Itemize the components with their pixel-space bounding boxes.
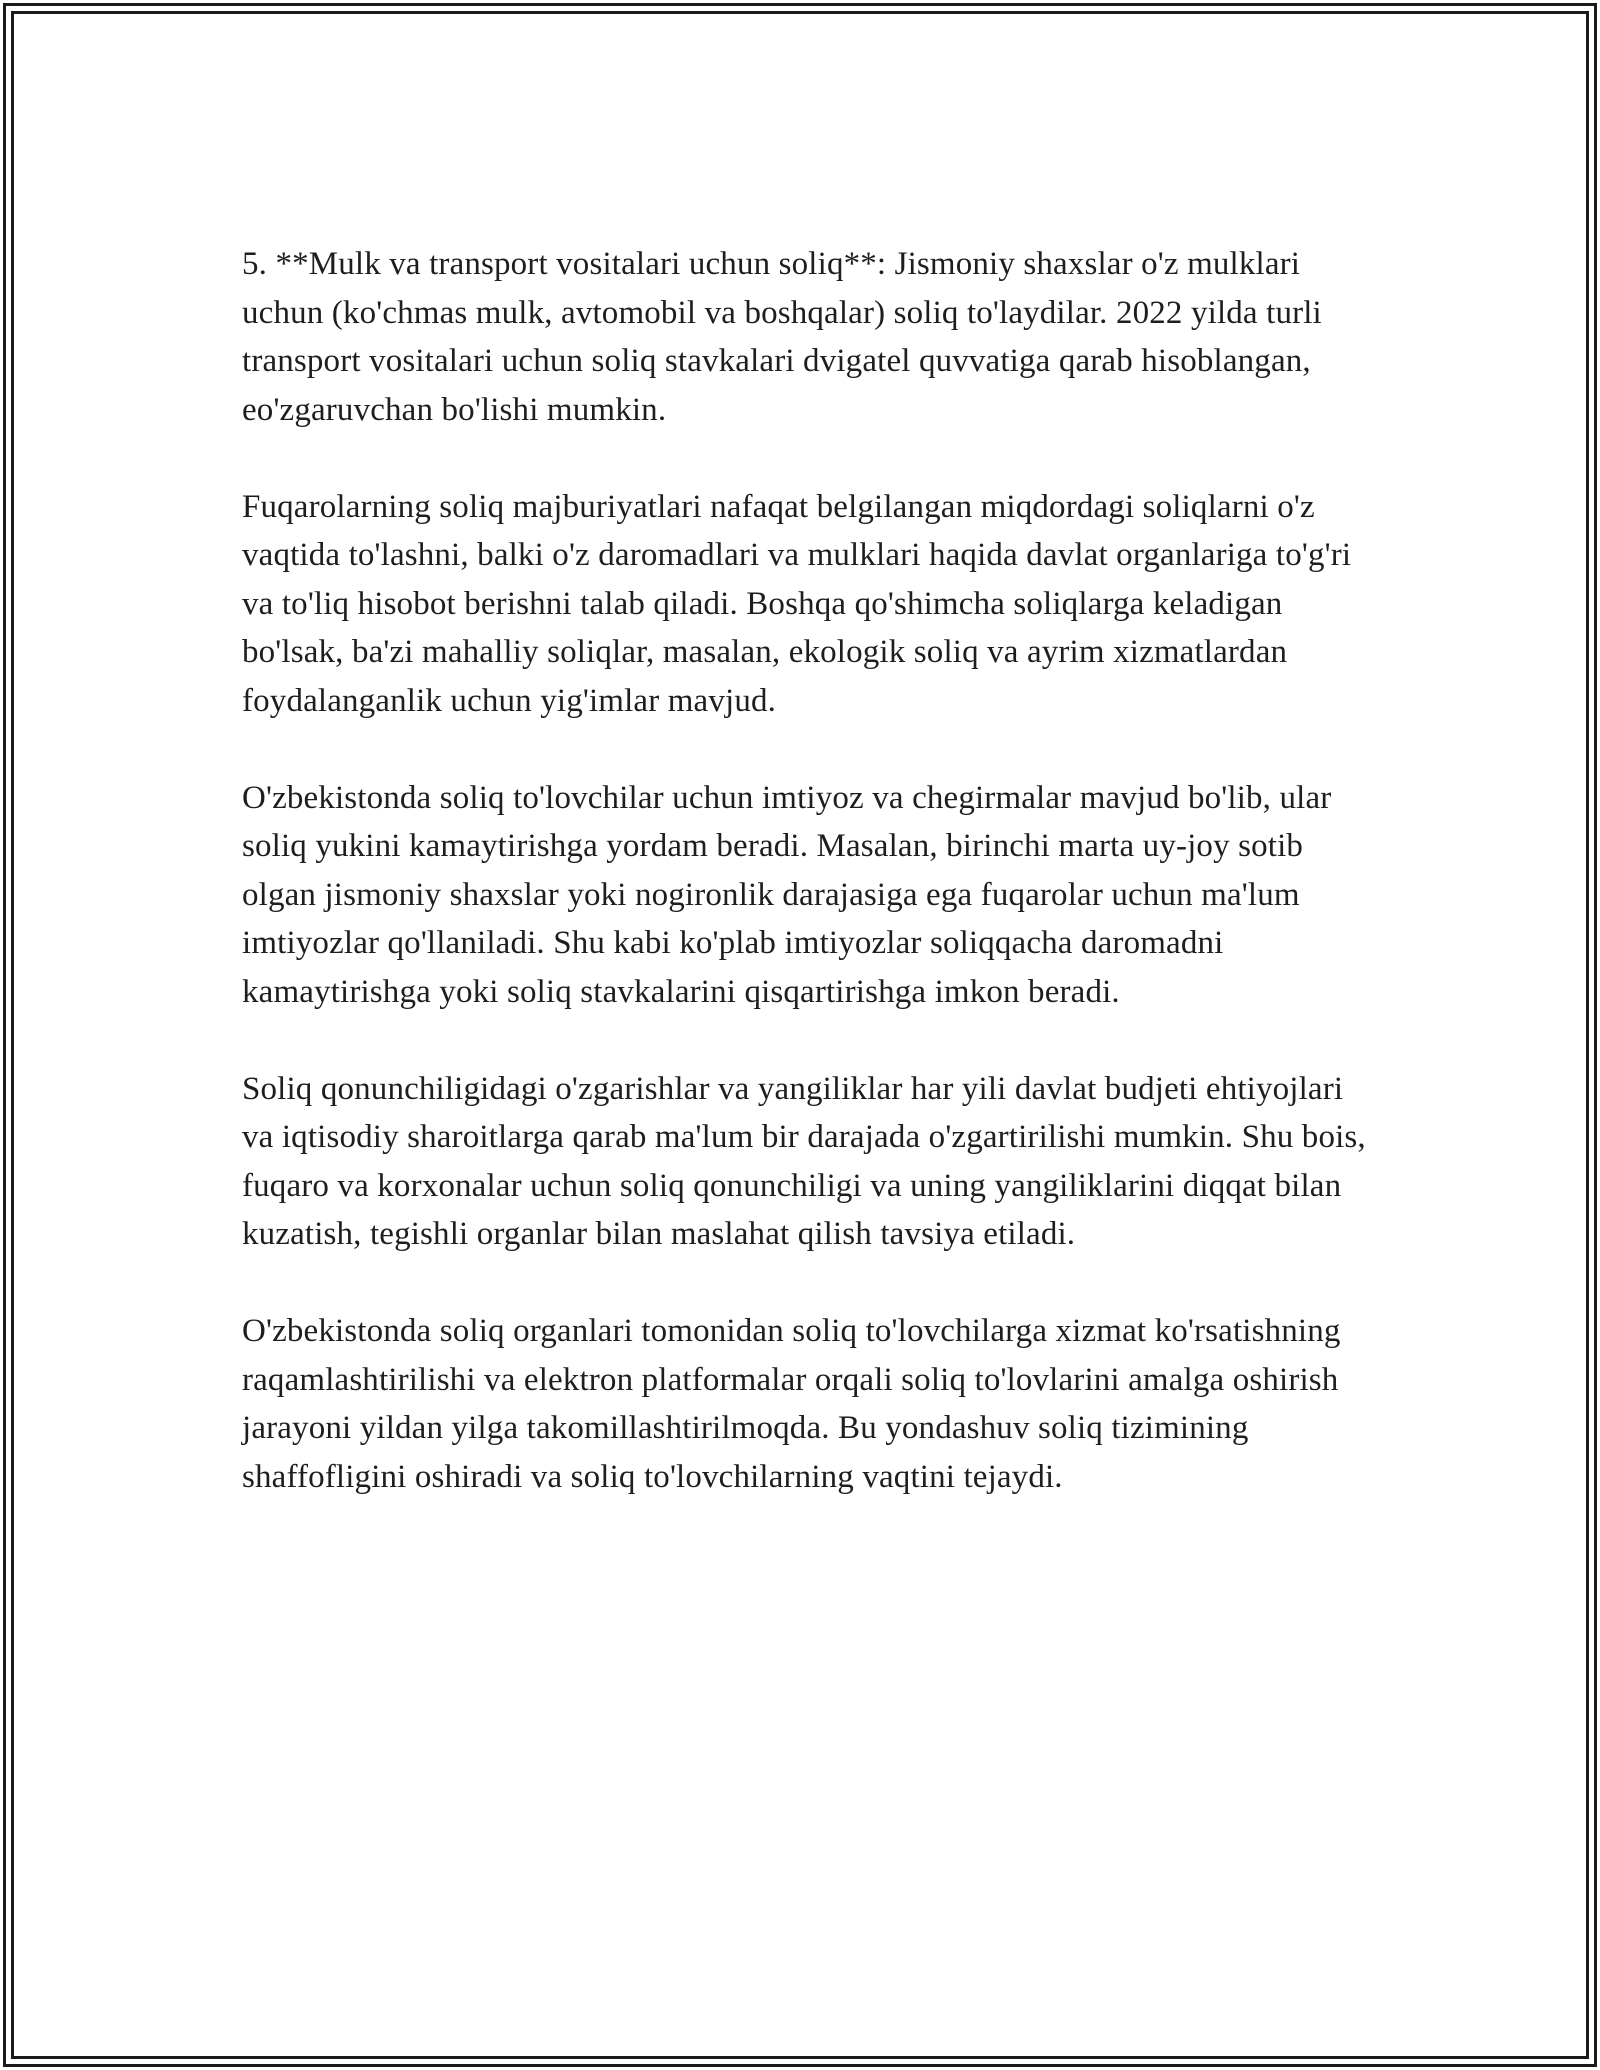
paragraph-tax-obligations: Fuqarolarning soliq majburiyatlari nafaqat belgilangan miqdordagi soliqlarni o'z vaqtida to'lashni, balki o'z daromadlari va mulklari haqida davlat organlariga to'g'ri va to'liq hisobot berishni talab qiladi. Boshqa qo'shimcha soliqlarga keladigan bo'lsak, ba'zi mahalliy soliqlar, masalan, ekologik soliq va ayrim xizmatlardan foydalanganlik uchun yig'imlar mavjud. [242, 488, 1352, 719]
paragraph-tax-benefits: O'zbekistonda soliq to'lovchilar uchun imtiyoz va chegirmalar mavjud bo'lib, ular soliq yukini kamaytirishga yordam beradi. Masalan, birinchi marta uy-joy sotib olgan jismoniy shaxslar yoki nogironlik darajasiga ega fuqarolar uchun ma'lum imtiyozlar qo'llaniladi. Shu kabi ko'plab imtiyozlar soliqqacha daromadni kamaytirishga yoki soliq stavkalarini qisqartirishga imkon beradi. [242, 779, 1332, 1010]
page-frame [3, 3, 1597, 2067]
document-body [242, 240, 1382, 1501]
paragraph-property-transport-tax: 5. **Mulk va transport vositalari uchun soliq**: Jismoniy shaxslar o'z mulklari uchun (ko'chmas mulk, avtomobil va boshqalar) soliq to'laydilar. 2022 yilda turli transport vositalari uchun soliq stavkalari dvigatel quvvatiga qarab hisoblangan, eo'zgaruvchan bo'lishi mumkin. [242, 246, 1322, 428]
paragraph-legislation-changes: Soliq qonunchiligidagi o'zgarishlar va yangiliklar har yili davlat budjeti ehtiyojlari va iqtisodiy sharoitlarga qarab ma'lum bir darajada o'zgartirilishi mumkin. Shu bois, fuqaro va korxonalar uchun soliq qonunchiligi va uning yangiliklarini diqqat bilan kuzatish, tegishli organlar bilan maslahat qilish tavsiya etiladi. [242, 1070, 1366, 1252]
paragraph-digitalization: O'zbekistonda soliq organlari tomonidan soliq to'lovchilarga xizmat ko'rsatishning raqamlashtirilishi va elektron platformalar orqali soliq to'lovlarini amalga oshirish jarayoni yildan yilga takomillashtirilmoqda. Bu yondashuv soliq tizimining shaffofligini oshiradi va soliq to'lovchilarning vaqtini tejaydi. [242, 1313, 1341, 1495]
